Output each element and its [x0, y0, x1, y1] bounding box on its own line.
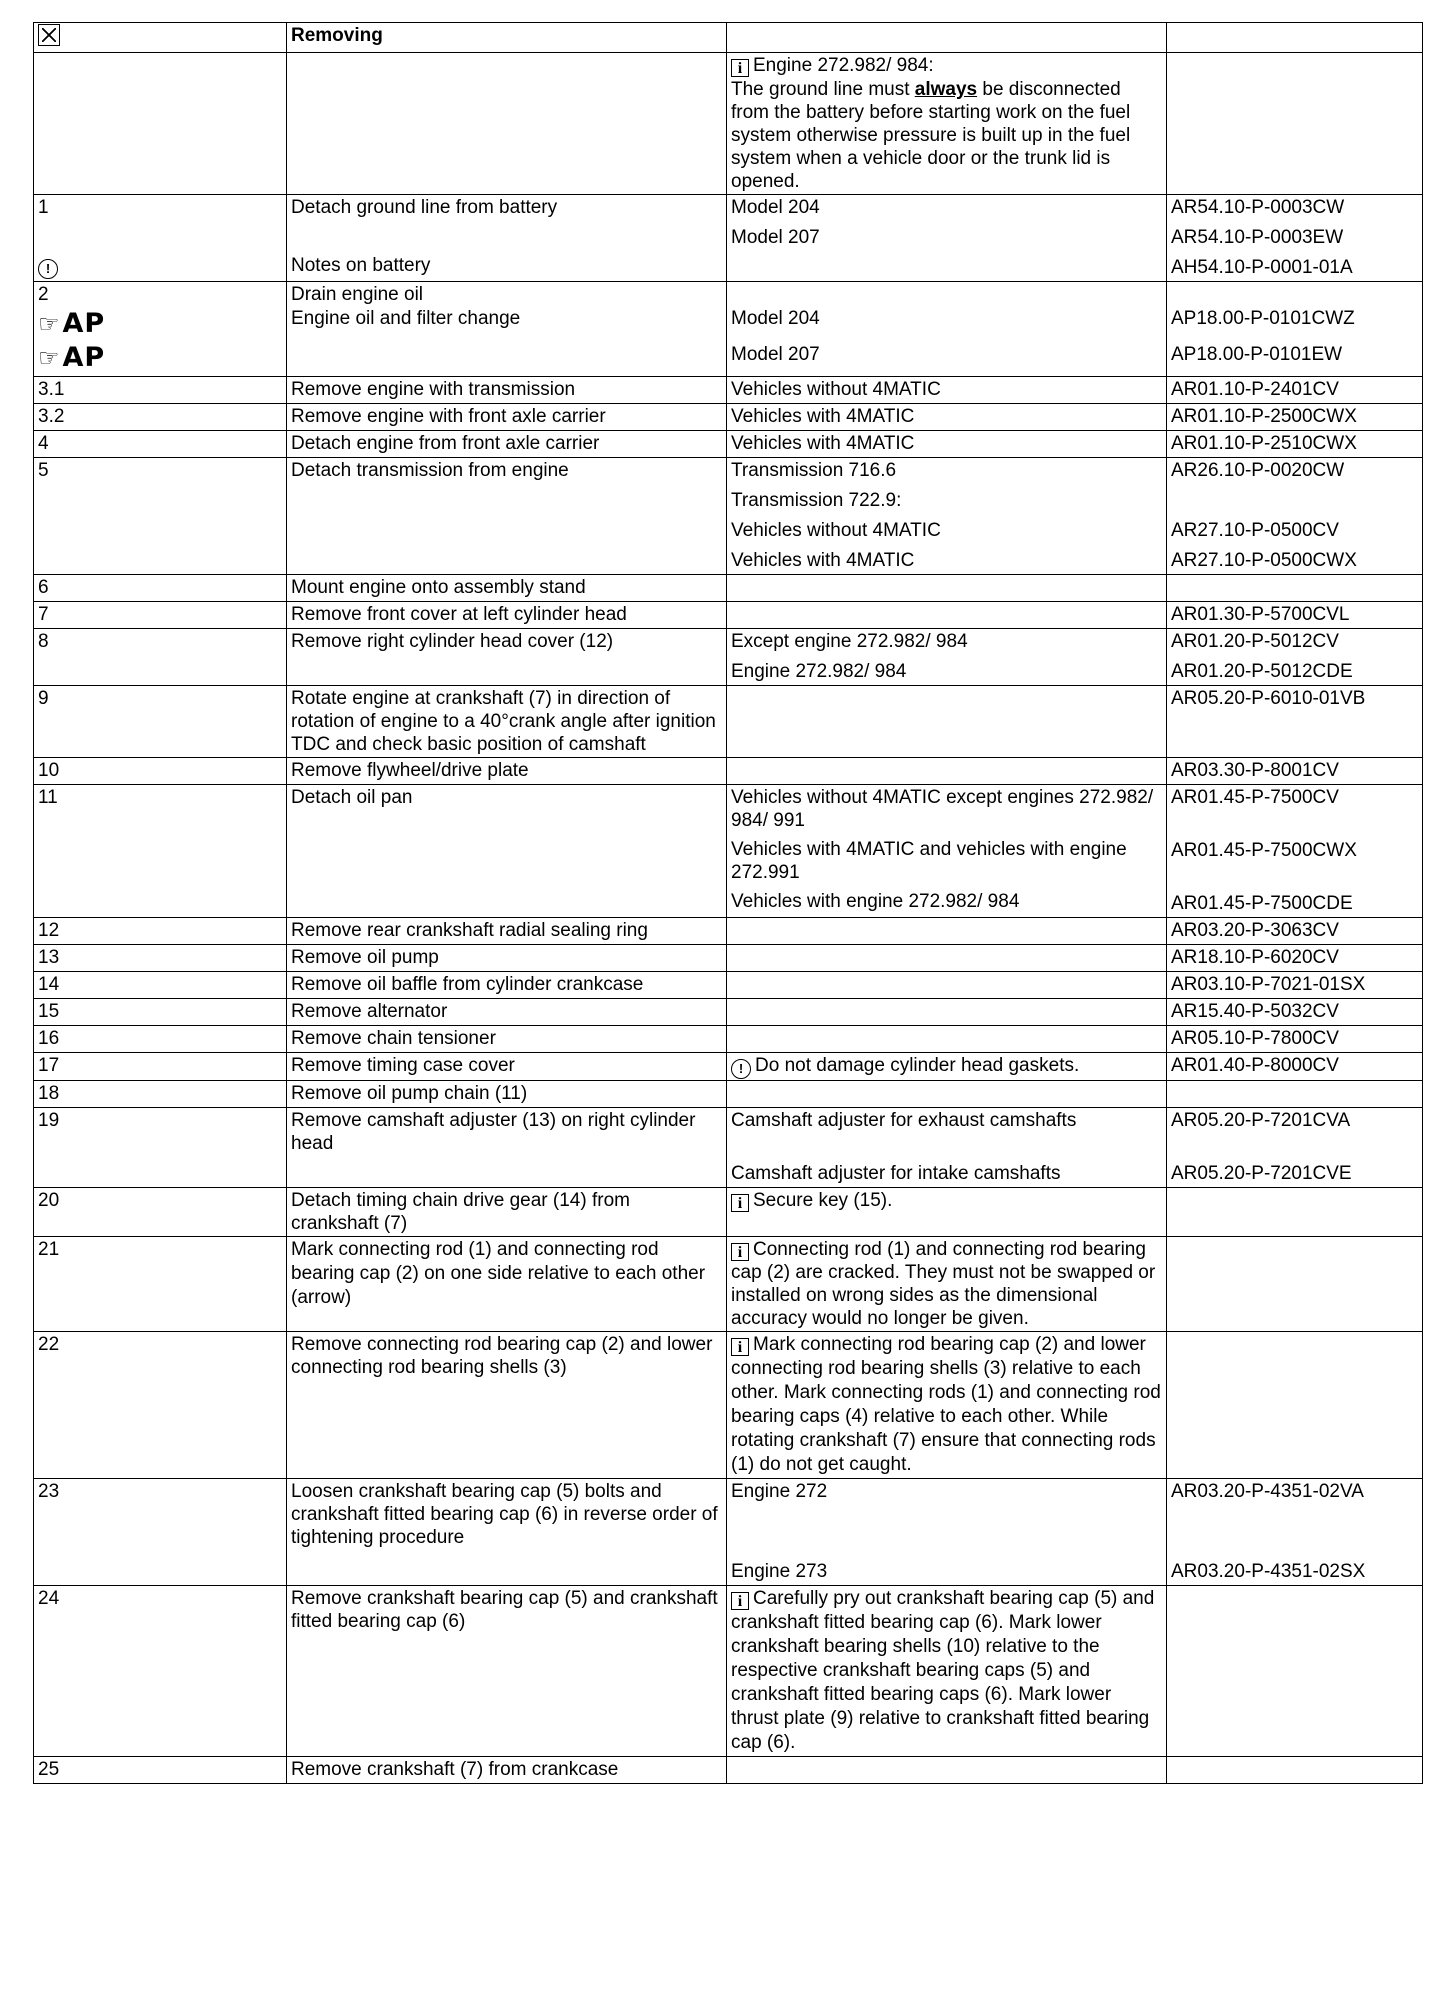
ref-link[interactable]: AR01.45-P-7500CV — [1171, 787, 1339, 808]
ref-link[interactable]: AR01.45-P-7500CWX — [1171, 840, 1357, 861]
table-row: 4 Detach engine from front axle carrier Vehicles with 4MATIC AR01.10-P-2510CWX — [34, 431, 1423, 458]
table-row: 9 Rotate engine at crankshaft (7) in direction of rotation of engine to a 40°crank angle after ignition TDC and check basic position of camshaft AR05.20-P-6010-01VB — [34, 686, 1423, 758]
info-icon: i — [731, 1592, 749, 1610]
header-icon-cell — [34, 23, 287, 53]
table-row: 18 Remove oil pump chain (11) — [34, 1081, 1423, 1108]
ref-link[interactable]: AR05.20-P-7201CVA — [1171, 1110, 1351, 1131]
ref-link[interactable]: AR27.10-P-0500CV — [1171, 520, 1339, 541]
ref-link[interactable]: AR54.10-P-0003EW — [1171, 227, 1344, 248]
table-row: 21 Mark connecting rod (1) and connecting rod bearing cap (2) on one side relative to each other (arrow) i Connecting rod (1) and connecting rod bearing cap (2) are cracked. They must not be swapped or installed on wrong sides as the dimensional accuracy would no longer be given. — [34, 1237, 1423, 1332]
ap-link[interactable]: ☞AP — [38, 308, 106, 339]
ref-link[interactable]: AR05.10-P-7800CV — [1167, 1026, 1423, 1053]
ref-link[interactable]: AH54.10-P-0001-01A — [1171, 257, 1353, 278]
table-row: 13 Remove oil pump AR18.10-P-6020CV — [34, 945, 1423, 972]
ref-link[interactable]: AR01.20-P-5012CDE — [1171, 661, 1353, 682]
info-icon: i — [731, 59, 749, 77]
caution-icon: ! — [38, 259, 58, 279]
caution-icon: ! — [731, 1059, 751, 1079]
grid-expand-icon — [38, 24, 60, 46]
table-row: 14 Remove oil baffle from cylinder crankcase AR03.10-P-7021-01SX — [34, 972, 1423, 999]
table-row: 23 Loosen crankshaft bearing cap (5) bolts and crankshaft fitted bearing cap (6) in reverse order of tightening procedure Engine 272 Engine 273 AR03.20-P-4351-02VA AR03.20-P-4351-02SX — [34, 1479, 1423, 1586]
table-row: 24 Remove crankshaft bearing cap (5) and crankshaft fitted bearing cap (6) i Carefully pry out crankshaft bearing cap (5) and crankshaft fitted bearing cap (6). Mark lower crankshaft bearing shells (10) relative to the respective crankshaft bearing caps (5) and crankshaft fitted bearing caps (6). Mark lower thrust plate (9) relative to crankshaft fitted bearing cap (6). — [34, 1586, 1423, 1757]
ref-link[interactable]: AR27.10-P-0500CWX — [1171, 550, 1357, 571]
table-row — [34, 53, 1423, 195]
table-row: 8 Remove right cylinder head cover (12) Except engine 272.982/ 984 Engine 272.982/ 984 AR01.20-P-5012CV AR01.20-P-5012CDE — [34, 629, 1423, 686]
table-row: 19 Remove camshaft adjuster (13) on right cylinder head Camshaft adjuster for exhaust camshafts Camshaft adjuster for intake camshafts AR05.20-P-7201CVA AR05.20-P-7201CVE — [34, 1108, 1423, 1188]
table-row: 5 Detach transmission from engine Transmission 716.6 Transmission 722.9: Vehicles without 4MATIC Vehicles with 4MATIC AR26.10-P-0020CW AR27.10-P-0500CV AR27.10-P-0500CWX — [34, 458, 1423, 575]
procedure-table — [33, 22, 1423, 1784]
ref-link[interactable]: AR01.10-P-2510CWX — [1167, 431, 1423, 458]
ref-link[interactable]: AR05.20-P-6010-01VB — [1167, 686, 1423, 758]
table-row: 17 Remove timing case cover ! Do not damage cylinder head gaskets. AR01.40-P-8000CV — [34, 1053, 1423, 1081]
ap-link[interactable]: ☞AP — [38, 342, 106, 373]
info-icon: i — [731, 1243, 749, 1261]
table-row: 1 ! Detach ground line from battery Notes on battery Model 204 Model 207 AR54.10-P-0003CW AR54.10-P-0003EW AH54.10-P-0001-01A — [34, 195, 1423, 282]
ref-link[interactable]: AP18.00-P-0101CWZ — [1171, 308, 1355, 329]
table-row: 10 Remove flywheel/drive plate AR03.30-P-8001CV — [34, 758, 1423, 785]
ref-link[interactable]: AR03.20-P-3063CV — [1167, 918, 1423, 945]
table-row: 20 Detach timing chain drive gear (14) from crankshaft (7) i Secure key (15). — [34, 1188, 1423, 1237]
table-row: 15 Remove alternator AR15.40-P-5032CV — [34, 999, 1423, 1026]
table-row: 7 Remove front cover at left cylinder head AR01.30-P-5700CVL — [34, 602, 1423, 629]
ref-link[interactable]: AR15.40-P-5032CV — [1167, 999, 1423, 1026]
ref-link[interactable]: AR01.20-P-5012CV — [1171, 631, 1339, 652]
ref-link[interactable]: AR01.30-P-5700CVL — [1167, 602, 1423, 629]
ref-link[interactable]: AR26.10-P-0020CW — [1171, 460, 1345, 481]
ref-link[interactable]: AR01.45-P-7500CDE — [1171, 893, 1353, 914]
preamble-note: i Engine 272.982/ 984: The ground line must always be disconnected from the battery before starting work on the fuel system otherwise pressure is built up in the fuel system when a vehicle door or the trunk lid is opened. — [727, 53, 1167, 195]
table-row: 3.2 Remove engine with front axle carrier Vehicles with 4MATIC AR01.10-P-2500CWX — [34, 404, 1423, 431]
table-row: 6 Mount engine onto assembly stand — [34, 575, 1423, 602]
pointing-hand-icon: ☞ — [38, 344, 61, 372]
table-row: 2 ☞AP ☞AP Drain engine oil Engine oil and filter change Model 204 Model 207 AP18.00-P-0101CWZ AP18.00-P-0101EW — [34, 282, 1423, 377]
table-row: 22 Remove connecting rod bearing cap (2) and lower connecting rod bearing shells (3) i Mark connecting rod bearing cap (2) and lower connecting rod bearing shells (3) relative to each other. Mark connecting rods (1) and connecting rod bearing caps (4) relative to each other. While rotating crankshaft (7) ensure that connecting rods (1) do not get caught. — [34, 1332, 1423, 1479]
table-row: 25 Remove crankshaft (7) from crankcase — [34, 1757, 1423, 1784]
table-row: 12 Remove rear crankshaft radial sealing ring AR03.20-P-3063CV — [34, 918, 1423, 945]
info-icon: i — [731, 1338, 749, 1356]
table-row: 11 Detach oil pan Vehicles without 4MATIC except engines 272.982/ 984/ 991 Vehicles with 4MATIC and vehicles with engine 272.991 Vehicles with engine 272.982/ 984 AR01.45-P-7500CV AR01.45-P-7500CWX AR01.45-P-7500CDE — [34, 785, 1423, 918]
table-row: 3.1 Remove engine with transmission Vehicles without 4MATIC AR01.10-P-2401CV — [34, 377, 1423, 404]
header-title: Removing — [287, 23, 727, 53]
ref-link[interactable]: AR01.10-P-2500CWX — [1167, 404, 1423, 431]
ref-link[interactable]: AP18.00-P-0101EW — [1171, 344, 1343, 365]
ref-link[interactable]: AR03.20-P-4351-02SX — [1171, 1561, 1366, 1582]
ref-link[interactable]: AR03.30-P-8001CV — [1167, 758, 1423, 785]
ref-link[interactable]: AR54.10-P-0003CW — [1171, 197, 1345, 218]
ref-link[interactable]: AR18.10-P-6020CV — [1167, 945, 1423, 972]
pointing-hand-icon: ☞ — [38, 310, 61, 338]
ref-link[interactable]: AR03.20-P-4351-02VA — [1171, 1481, 1364, 1502]
table-header-row — [34, 23, 1423, 53]
ref-link[interactable]: AR05.20-P-7201CVE — [1171, 1163, 1352, 1184]
info-icon: i — [731, 1194, 749, 1212]
ref-link[interactable]: AR01.10-P-2401CV — [1167, 377, 1423, 404]
table-row: 16 Remove chain tensioner AR05.10-P-7800CV — [34, 1026, 1423, 1053]
ref-link[interactable]: AR03.10-P-7021-01SX — [1167, 972, 1423, 999]
ref-link[interactable]: AR01.40-P-8000CV — [1167, 1053, 1423, 1081]
